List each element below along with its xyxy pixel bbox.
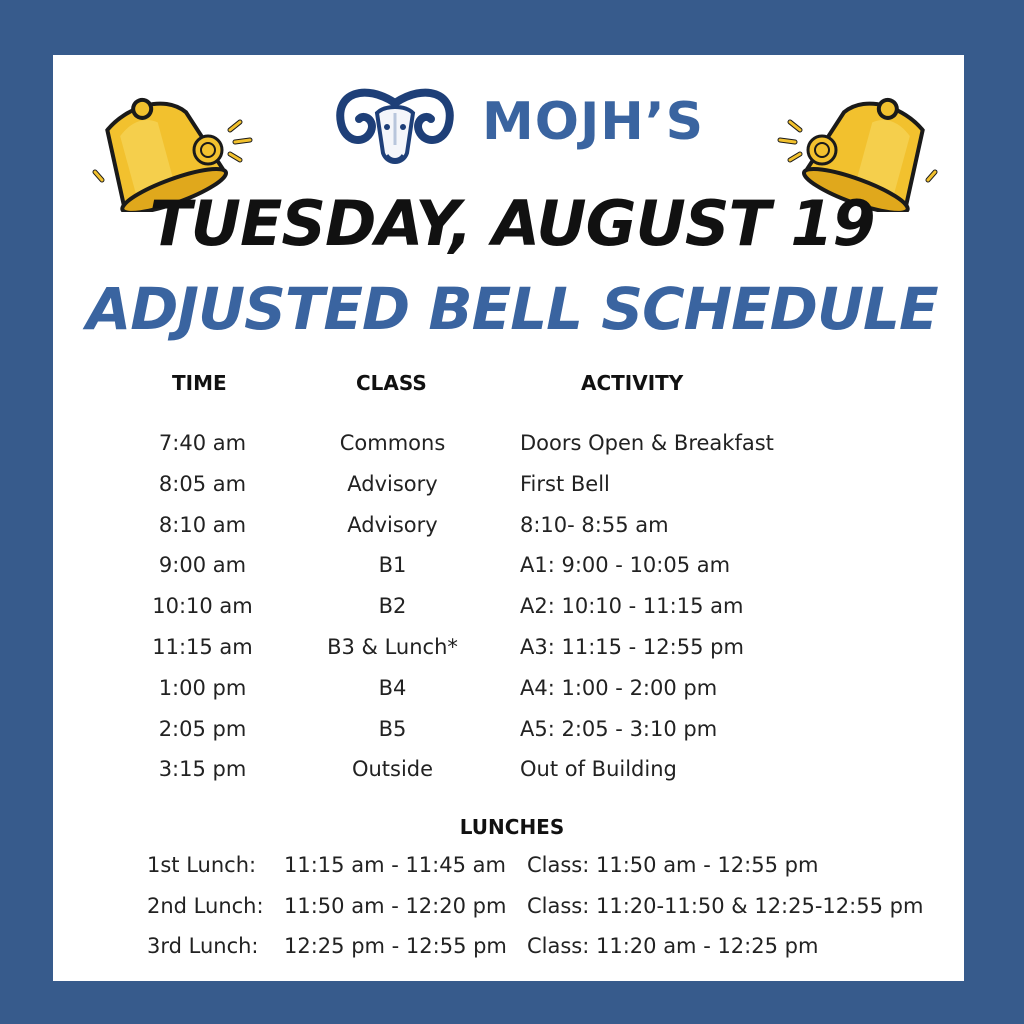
activity-cell: First Bell xyxy=(520,471,610,496)
table-row xyxy=(0,757,1024,798)
class-cell: Outside xyxy=(351,757,434,782)
activity-cell: Doors Open & Breakfast xyxy=(520,431,774,455)
time-cell: 7:40 am xyxy=(158,431,247,455)
class-cell: B3 & Lunch* xyxy=(327,634,458,659)
lunch-class-time: Class: 11:50 am - 12:55 pm xyxy=(527,853,819,877)
class-cell: Advisory xyxy=(347,471,438,496)
lunch-row xyxy=(0,853,1024,894)
time-cell: 2:05 pm xyxy=(158,716,247,741)
activity-cell: A1: 9:00 - 10:05 am xyxy=(520,553,731,578)
class-cell: B1 xyxy=(378,553,407,578)
class-cell: Commons xyxy=(339,431,446,455)
schedule-table xyxy=(0,431,1024,798)
lunch-time: 11:50 am - 12:20 pm xyxy=(284,893,507,918)
school-name: MOJH’S xyxy=(482,92,705,152)
table-row xyxy=(0,472,1024,513)
page-title: ADJUSTED BELL SCHEDULE xyxy=(86,275,938,343)
time-cell: 8:10 am xyxy=(158,512,247,537)
lunch-row xyxy=(0,934,1024,975)
activity-cell: 8:10- 8:55 am xyxy=(520,512,669,537)
time-cell: 8:05 am xyxy=(158,471,247,496)
activity-cell: A5: 2:05 - 3:10 pm xyxy=(520,716,718,741)
table-row xyxy=(0,553,1024,594)
lunch-time: 12:25 pm - 12:55 pm xyxy=(284,934,507,958)
table-row xyxy=(0,431,1024,472)
column-header-time: TIME xyxy=(172,371,227,395)
table-row xyxy=(0,717,1024,758)
activity-cell: A4: 1:00 - 2:00 pm xyxy=(520,675,718,700)
class-cell: B4 xyxy=(378,675,407,700)
lunch-name: 2nd Lunch: xyxy=(147,893,264,918)
class-cell: Advisory xyxy=(347,512,438,537)
lunch-name: 3rd Lunch: xyxy=(147,934,259,958)
lunch-time: 11:15 am - 11:45 am xyxy=(284,853,506,877)
lunch-row xyxy=(0,894,1024,935)
class-cell: B2 xyxy=(378,594,407,619)
ram-logo xyxy=(335,83,455,173)
table-row xyxy=(0,513,1024,554)
time-cell: 1:00 pm xyxy=(158,675,247,700)
column-header-class: CLASS xyxy=(356,371,427,395)
page-date: TUESDAY, AUGUST 19 xyxy=(149,187,875,260)
time-cell: 9:00 am xyxy=(158,553,247,578)
lunch-class-time: Class: 11:20-11:50 & 12:25-12:55 pm xyxy=(527,893,924,918)
time-cell: 10:10 am xyxy=(152,594,253,619)
time-cell: 3:15 pm xyxy=(158,757,247,782)
table-row xyxy=(0,594,1024,635)
activity-cell: A2: 10:10 - 11:15 am xyxy=(520,594,744,619)
column-header-activity: ACTIVITY xyxy=(581,371,684,395)
table-row xyxy=(0,676,1024,717)
class-cell: B5 xyxy=(378,716,407,741)
lunch-name: 1st Lunch: xyxy=(147,853,257,877)
table-row xyxy=(0,635,1024,676)
lunch-class-time: Class: 11:20 am - 12:25 pm xyxy=(527,934,819,958)
time-cell: 11:15 am xyxy=(152,634,253,659)
activity-cell: Out of Building xyxy=(520,757,677,782)
lunches-list xyxy=(0,853,1024,975)
lunches-heading: LUNCHES xyxy=(459,815,565,839)
activity-cell: A3: 11:15 - 12:55 pm xyxy=(520,634,744,659)
